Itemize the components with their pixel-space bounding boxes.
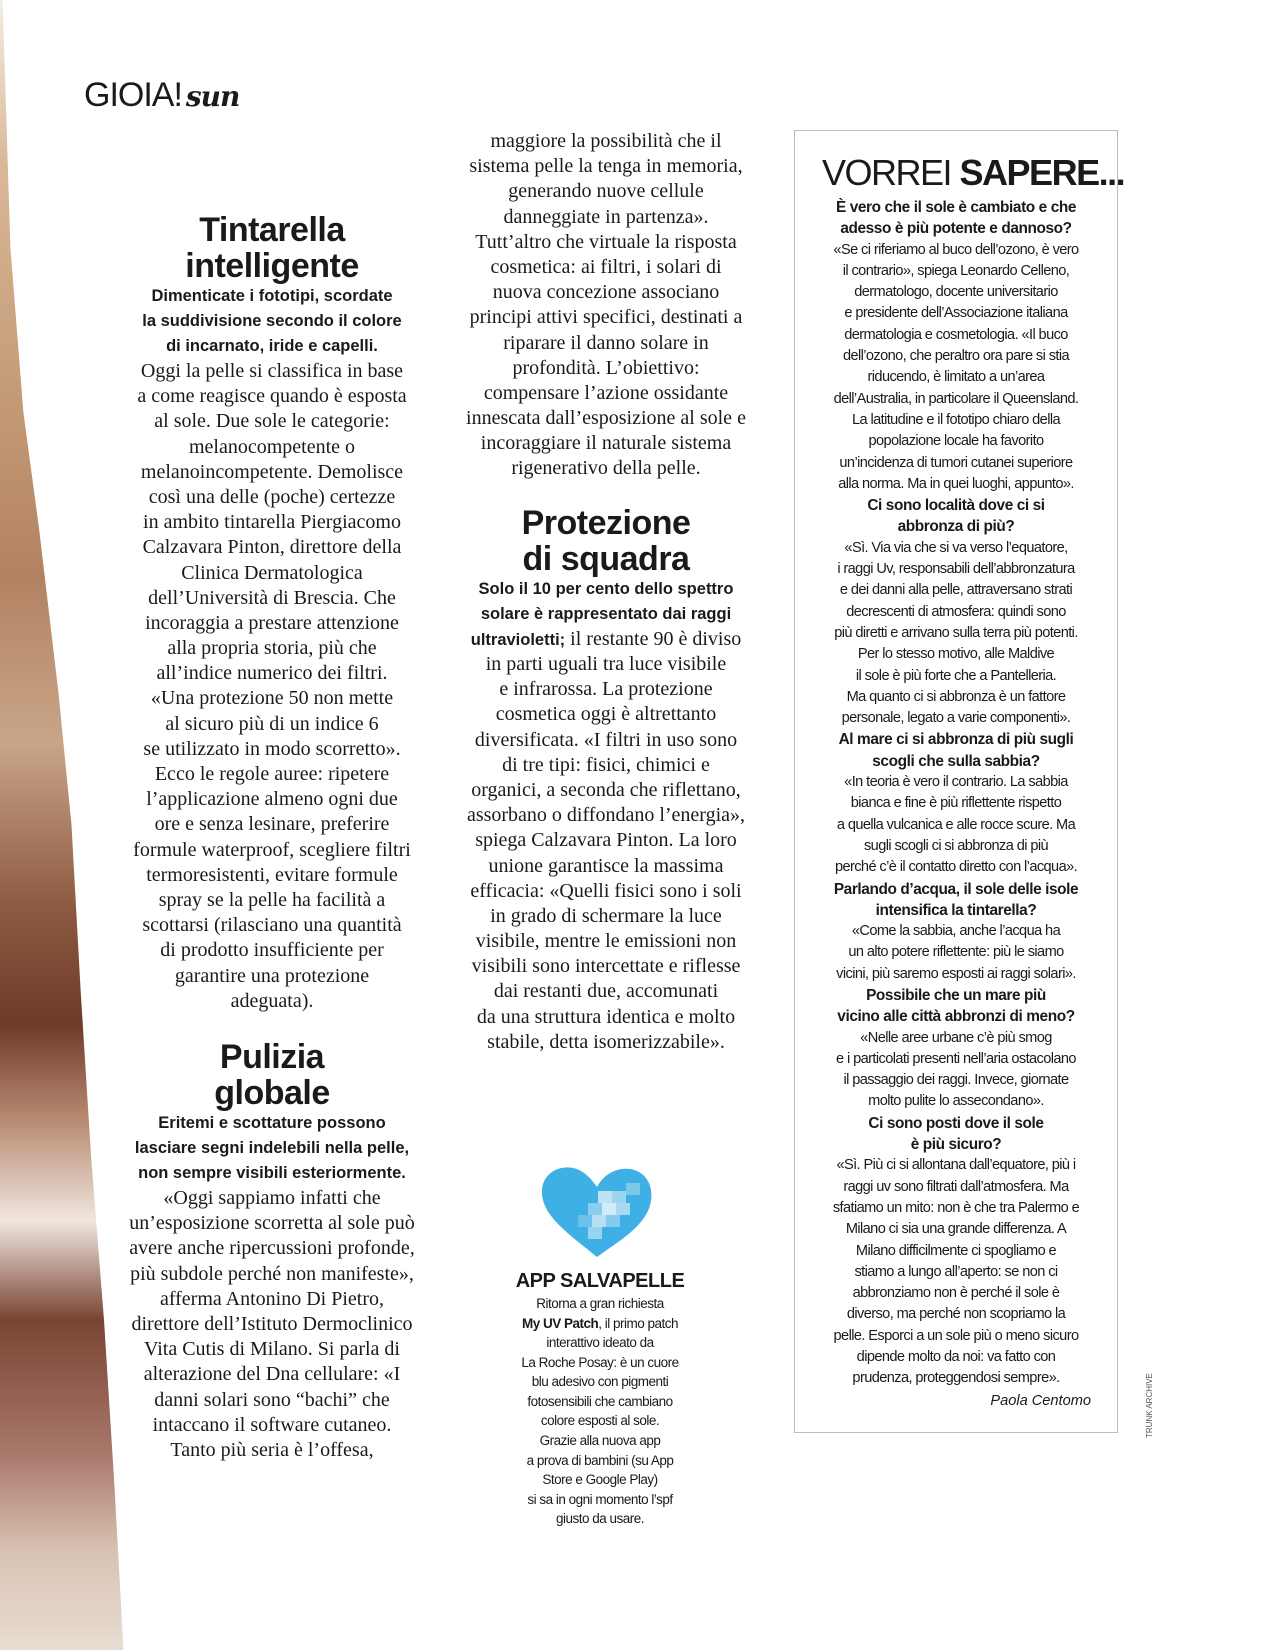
text-line: al sicuro più di un indice 6 <box>165 712 379 735</box>
answer-line: Milano difficilmente ci spogliamo e <box>855 1242 1057 1259</box>
answer-line: «In teoria è vero il contrario. La sabbia <box>844 774 1068 791</box>
blue-heart-icon <box>538 1163 656 1259</box>
question-line: intensifica la tintarella? <box>875 901 1037 919</box>
text-line: Tutt’altro che virtuale la risposta <box>475 230 737 253</box>
text-line: la suddivisione secondo il colore <box>142 312 402 331</box>
text-line: direttore dell’Istituto Dermoclinico <box>131 1312 413 1335</box>
answer-line: vicini, più saremo esposti ai raggi solari». <box>836 965 1076 982</box>
text-line: alla propria storia, più che <box>167 637 377 660</box>
answer-line: dell’Australia, in particolare il Queensland. <box>833 390 1079 407</box>
title-light: VORREI <box>822 152 960 193</box>
text-line: diversificata. «I filtri in uso sono <box>474 728 738 751</box>
text-line: avere anche ripercussioni profonde, <box>129 1237 415 1260</box>
text-line: non sempre visibili esteriormente. <box>138 1164 406 1183</box>
answer-line: Ma quanto ci si abbronza è un fattore <box>846 688 1066 705</box>
question-line: Ci sono posti dove il sole <box>868 1114 1044 1132</box>
answer-line: molto pulite lo assecondano». <box>868 1093 1044 1110</box>
answer-line: un’incidenza di tumori cutanei superiore <box>839 454 1073 471</box>
text-line: interattivo ideato da <box>546 1335 654 1350</box>
text-line: adeguata). <box>230 989 314 1012</box>
text-line: di incarnato, iride e capelli. <box>166 337 378 356</box>
heading-pulizia <box>122 1039 422 1111</box>
text-line: più subdole perché non manifeste», <box>130 1262 414 1285</box>
question-line: è più sicuro? <box>910 1136 1002 1154</box>
text-line: assorbano o diffondano l’energia», <box>466 804 746 827</box>
text-line: Tintarella <box>199 211 345 249</box>
section-label: sun <box>185 80 240 113</box>
body-tintarella <box>122 359 422 1014</box>
text-line: così una delle (poche) certezze <box>148 485 396 508</box>
text-line: spray se la pelle ha facilità a <box>158 888 386 911</box>
answer-line: dermatologo, docente universitario <box>854 284 1058 301</box>
app-line: , il primo patch <box>598 1315 679 1331</box>
answer-line: e i particolati presenti nell’aria ostacolano <box>836 1050 1076 1067</box>
text-line: Dimenticate i fototipi, scordate <box>151 287 393 305</box>
answer-line: «Sì. Più ci si allontana dall’equatore, più i <box>836 1157 1076 1174</box>
answer-line: a quella vulcanica e alle rocce scure. Ma <box>836 816 1076 833</box>
text-line: innescata dall’esposizione al sole e <box>466 407 746 430</box>
answer-line: La latitudine e il fototipo chiaro della <box>851 411 1061 428</box>
text-line: Vita Cutis di Milano. Si parla di <box>143 1338 400 1361</box>
answer-line: «Se ci riferiamo al buco dell’ozono, è vero <box>833 241 1079 258</box>
text-line: melanocompetente o <box>188 435 356 458</box>
text-line: Clinica Dermatologica <box>181 561 363 584</box>
answer-line: popolazione locale ha favorito <box>868 433 1044 450</box>
question-line: Possibile che un mare più <box>866 986 1046 1004</box>
text-line: riparare il danno solare in <box>503 331 709 354</box>
question-line: Parlando d’acqua, il sole delle isole <box>833 880 1079 898</box>
answer-line: sfatiamo un mito: non è che tra Palermo e <box>832 1199 1080 1216</box>
text-line: Eritemi e scottature possono <box>158 1114 386 1132</box>
logo-text: GIOIA! <box>84 76 182 114</box>
text-line: «Oggi sappiamo infatti che <box>163 1187 381 1209</box>
text-line: Protezione <box>521 504 691 542</box>
text-line: Pulizia <box>219 1038 325 1076</box>
text-line: lasciare segni indelebili nella pelle, <box>134 1139 410 1158</box>
answer-line: raggi uv sono filtrati dall’atmosfera. Ma <box>843 1178 1069 1195</box>
sidebar-title <box>822 152 1124 194</box>
text-line: rigenerativo della pelle. <box>511 457 701 480</box>
answer-line: il sole è più forte che a Pantelleria. <box>855 667 1057 684</box>
text-line: se utilizzato in modo scorretto». <box>143 737 401 760</box>
text-line: all’indice numerico dei filtri. <box>156 662 388 685</box>
text-line: solare è rappresentato dai raggi <box>480 605 732 624</box>
text-line: compensare l’azione ossidante <box>483 381 729 404</box>
background-photo-lips <box>0 0 130 1650</box>
text-line: nuova concezione associano <box>492 281 720 304</box>
text-line: scottarsi (rilasciano una quantità <box>142 914 402 937</box>
magazine-logo <box>84 76 239 115</box>
text-line: termoresistenti, evitare formule <box>146 863 398 886</box>
text-line: stabile, detta isomerizzabile». <box>487 1030 725 1053</box>
text-line: Ecco le regole auree: ripetere <box>154 763 390 785</box>
text-line: danni solari sono “bachi” che <box>154 1388 390 1411</box>
text-line: cosmetica oggi è altrettanto <box>495 703 717 726</box>
app-description-rest <box>490 1333 710 1529</box>
question-line: vicino alle città abbronzi di meno? <box>837 1008 1075 1026</box>
answer-line: il contrario», spiega Leonardo Celleno, <box>842 262 1070 279</box>
text-line: a prova di bambini (su App <box>526 1452 674 1468</box>
answer-line: dipende molto da noi: va fatto con <box>856 1349 1056 1366</box>
answer-line: stiamo a lungo all’aperto: se non ci <box>854 1263 1058 1280</box>
text-line: da una struttura identica e molto <box>476 1005 736 1028</box>
text-line: e infrarossa. La protezione <box>499 678 713 701</box>
text-line: in ambito tintarella Piergiacomo <box>143 511 401 534</box>
text-line: profondità. L’obiettivo: <box>512 356 700 379</box>
question-line: adesso è più potente e dannoso? <box>840 220 1072 238</box>
question-line: È vero che il sole è cambiato e che <box>835 199 1077 216</box>
text-line: Grazie alla nuova app <box>539 1432 661 1448</box>
text-line: fotosensibili che cambiano <box>527 1393 673 1409</box>
text-line: a come reagisce quando è esposta <box>137 385 407 408</box>
answer-line: Per lo stesso motivo, alle Maldive <box>857 646 1055 663</box>
text-line: garantire una protezione <box>174 964 370 987</box>
answer-line: dell’ozono, che peraltro ora pare si stia <box>842 348 1070 365</box>
answer-line: il passaggio dei raggi. Invece, giornate <box>843 1072 1069 1089</box>
answer-line: bianca e fine è più riflettente rispetto <box>850 795 1062 812</box>
app-title: APP SALVAPELLE <box>515 1270 685 1292</box>
text-line: di tre tipi: fisici, chimici e <box>502 753 710 776</box>
body-pulizia <box>122 1186 422 1463</box>
text-line: un’esposizione scorretta al sole può <box>129 1212 415 1235</box>
text-line: alterazione del Dna cellulare: «I <box>143 1363 401 1386</box>
answer-line: un alto potere riflettente: più le siamo <box>848 944 1064 961</box>
answer-line: personale, legato a varie componenti». <box>841 710 1071 727</box>
text-line: visibile, mentre le emissioni non <box>475 930 737 953</box>
text-line: maggiore la possibilità che il <box>490 130 722 152</box>
heading-protezione <box>456 505 756 577</box>
body-text: il restante 90 è diviso <box>565 628 742 650</box>
text-line: Calzavara Pinton, direttore della <box>142 536 402 559</box>
text-line: principi attivi specifici, destinati a <box>469 306 743 329</box>
answer-line: «Sì. Via via che si va verso l’equatore, <box>844 539 1068 556</box>
text-line: organici, a seconda che riflettano, <box>471 778 741 801</box>
text-line: intaccano il software cutaneo. <box>152 1413 392 1436</box>
text-line: Solo il 10 per cento dello spettro <box>478 580 734 598</box>
answer-line: decrescenti di atmosfera: quindi sono <box>846 603 1066 620</box>
text-line: cosmetica: ai filtri, i solari di <box>490 255 722 278</box>
text-line: incoraggia a prestare attenzione <box>145 611 399 634</box>
text-line: formule waterproof, scegliere filtri <box>133 838 411 861</box>
body-continued <box>456 129 756 482</box>
text-line: dell’Università di Brescia. Che <box>148 586 396 609</box>
text-line: generando nuove cellule <box>508 180 704 203</box>
product-name: My UV Patch <box>521 1315 599 1331</box>
text-line: si sa in ogni momento l’spf <box>527 1491 673 1507</box>
answer-line: pelle. Esporci a un sole più o meno sicuro <box>833 1327 1079 1344</box>
text-line: afferma Antonino Di Pietro, <box>159 1287 385 1310</box>
text-line: danneggiate in partenza». <box>503 205 709 228</box>
answer-line: abbronziamo non è perché il sole è <box>852 1285 1060 1302</box>
text-line: in parti uguali tra luce visibile <box>485 653 727 675</box>
text-line: giusto da usare. <box>555 1511 645 1527</box>
text-line: La Roche Posay: è un cuore <box>521 1354 679 1370</box>
sidebar-qa <box>796 197 1116 1390</box>
text-line: dai restanti due, accomunati <box>493 980 719 1003</box>
text-line: spiega Calzavara Pinton. La loro <box>475 829 737 852</box>
text-line: l’applicazione almeno ogni due <box>146 788 398 811</box>
text-line: melanoincompetente. Demolisce <box>140 460 404 483</box>
text-line: di prodotto insufficiente per <box>160 939 384 962</box>
answer-line: sugli scogli ci si abbronza di più <box>863 837 1049 854</box>
author-signature: Paola Centomo <box>990 1393 1091 1409</box>
text-line: colore esposti al sole. <box>540 1413 660 1429</box>
text-line: globale <box>214 1074 330 1112</box>
question-line: Ci sono località dove ci si <box>867 497 1045 515</box>
lead-protezione <box>456 577 756 627</box>
photo-credit: TRUNK ARCHIVE <box>1145 1373 1154 1438</box>
text-line: di squadra <box>522 540 690 578</box>
question-line: Al mare ci si abbronza di più sugli <box>838 731 1074 749</box>
answer-line: i raggi Uv, responsabili dell’abbronzatura <box>837 561 1075 578</box>
body-protezione <box>456 652 756 1055</box>
text-line: al sole. Due sole le categorie: <box>154 410 390 433</box>
answer-line: e presidente dell’Associazione italiana <box>844 305 1068 322</box>
body-protezione-first-line <box>456 627 756 652</box>
text-line: «Una protezione 50 non mette <box>150 687 394 710</box>
text-line: intelligente <box>185 247 359 285</box>
lead-bold-end: ultravioletti; <box>470 631 566 649</box>
answer-line: diverso, ma perché non scopriamo la <box>846 1306 1066 1323</box>
answer-line: più diretti e arrivano sulla terra più potenti. <box>834 624 1078 641</box>
answer-line: Milano ci sia una grande differenza. A <box>845 1221 1067 1238</box>
lead-pulizia <box>122 1111 422 1187</box>
text-line: unione garantisce la massima <box>488 854 724 877</box>
text-line: Tanto più seria è l’offesa, <box>170 1438 374 1461</box>
text-line: visibili sono intercettate e riflesse <box>471 955 741 978</box>
text-line: ore e senza lesinare, preferire <box>154 813 390 836</box>
text-line: blu adesivo con pigmenti <box>531 1374 669 1390</box>
heading-tintarella <box>122 212 422 284</box>
answer-line: riducendo, è limitato a un’area <box>867 369 1045 386</box>
text-line: in grado di schermare la luce <box>490 904 722 927</box>
answer-line: dermatologia e cosmetologia. «Il buco <box>844 326 1068 343</box>
answer-line: perché c’è il contatto diretto con l’acqua». <box>834 859 1078 876</box>
text-line: incoraggiare il naturale sistema <box>480 432 732 455</box>
app-description <box>490 1294 710 1333</box>
question-line: scogli che sulla sabbia? <box>872 752 1040 770</box>
question-line: abbronza di più? <box>897 518 1015 536</box>
answer-line: e dei danni alla pelle, attraversano strati <box>839 582 1073 599</box>
text-line: Store e Google Play) <box>542 1472 658 1488</box>
answer-line: «Nelle aree urbane c’è più smog <box>860 1029 1052 1046</box>
text-line: efficacia: «Quelli fisici sono i soli <box>470 879 742 902</box>
lead-tintarella <box>122 284 422 360</box>
app-line: Ritorna a gran richiesta <box>536 1296 664 1311</box>
answer-line: prudenza, proteggendosi sempre». <box>852 1370 1060 1387</box>
title-bold: SAPERE... <box>959 152 1125 193</box>
text-line: Oggi la pelle si classifica in base <box>140 360 404 382</box>
answer-line: alla norma. Ma in quei luoghi, appunto». <box>838 475 1074 492</box>
answer-line: «Come la sabbia, anche l’acqua ha <box>851 923 1061 940</box>
text-line: sistema pelle la tenga in memoria, <box>469 155 743 178</box>
